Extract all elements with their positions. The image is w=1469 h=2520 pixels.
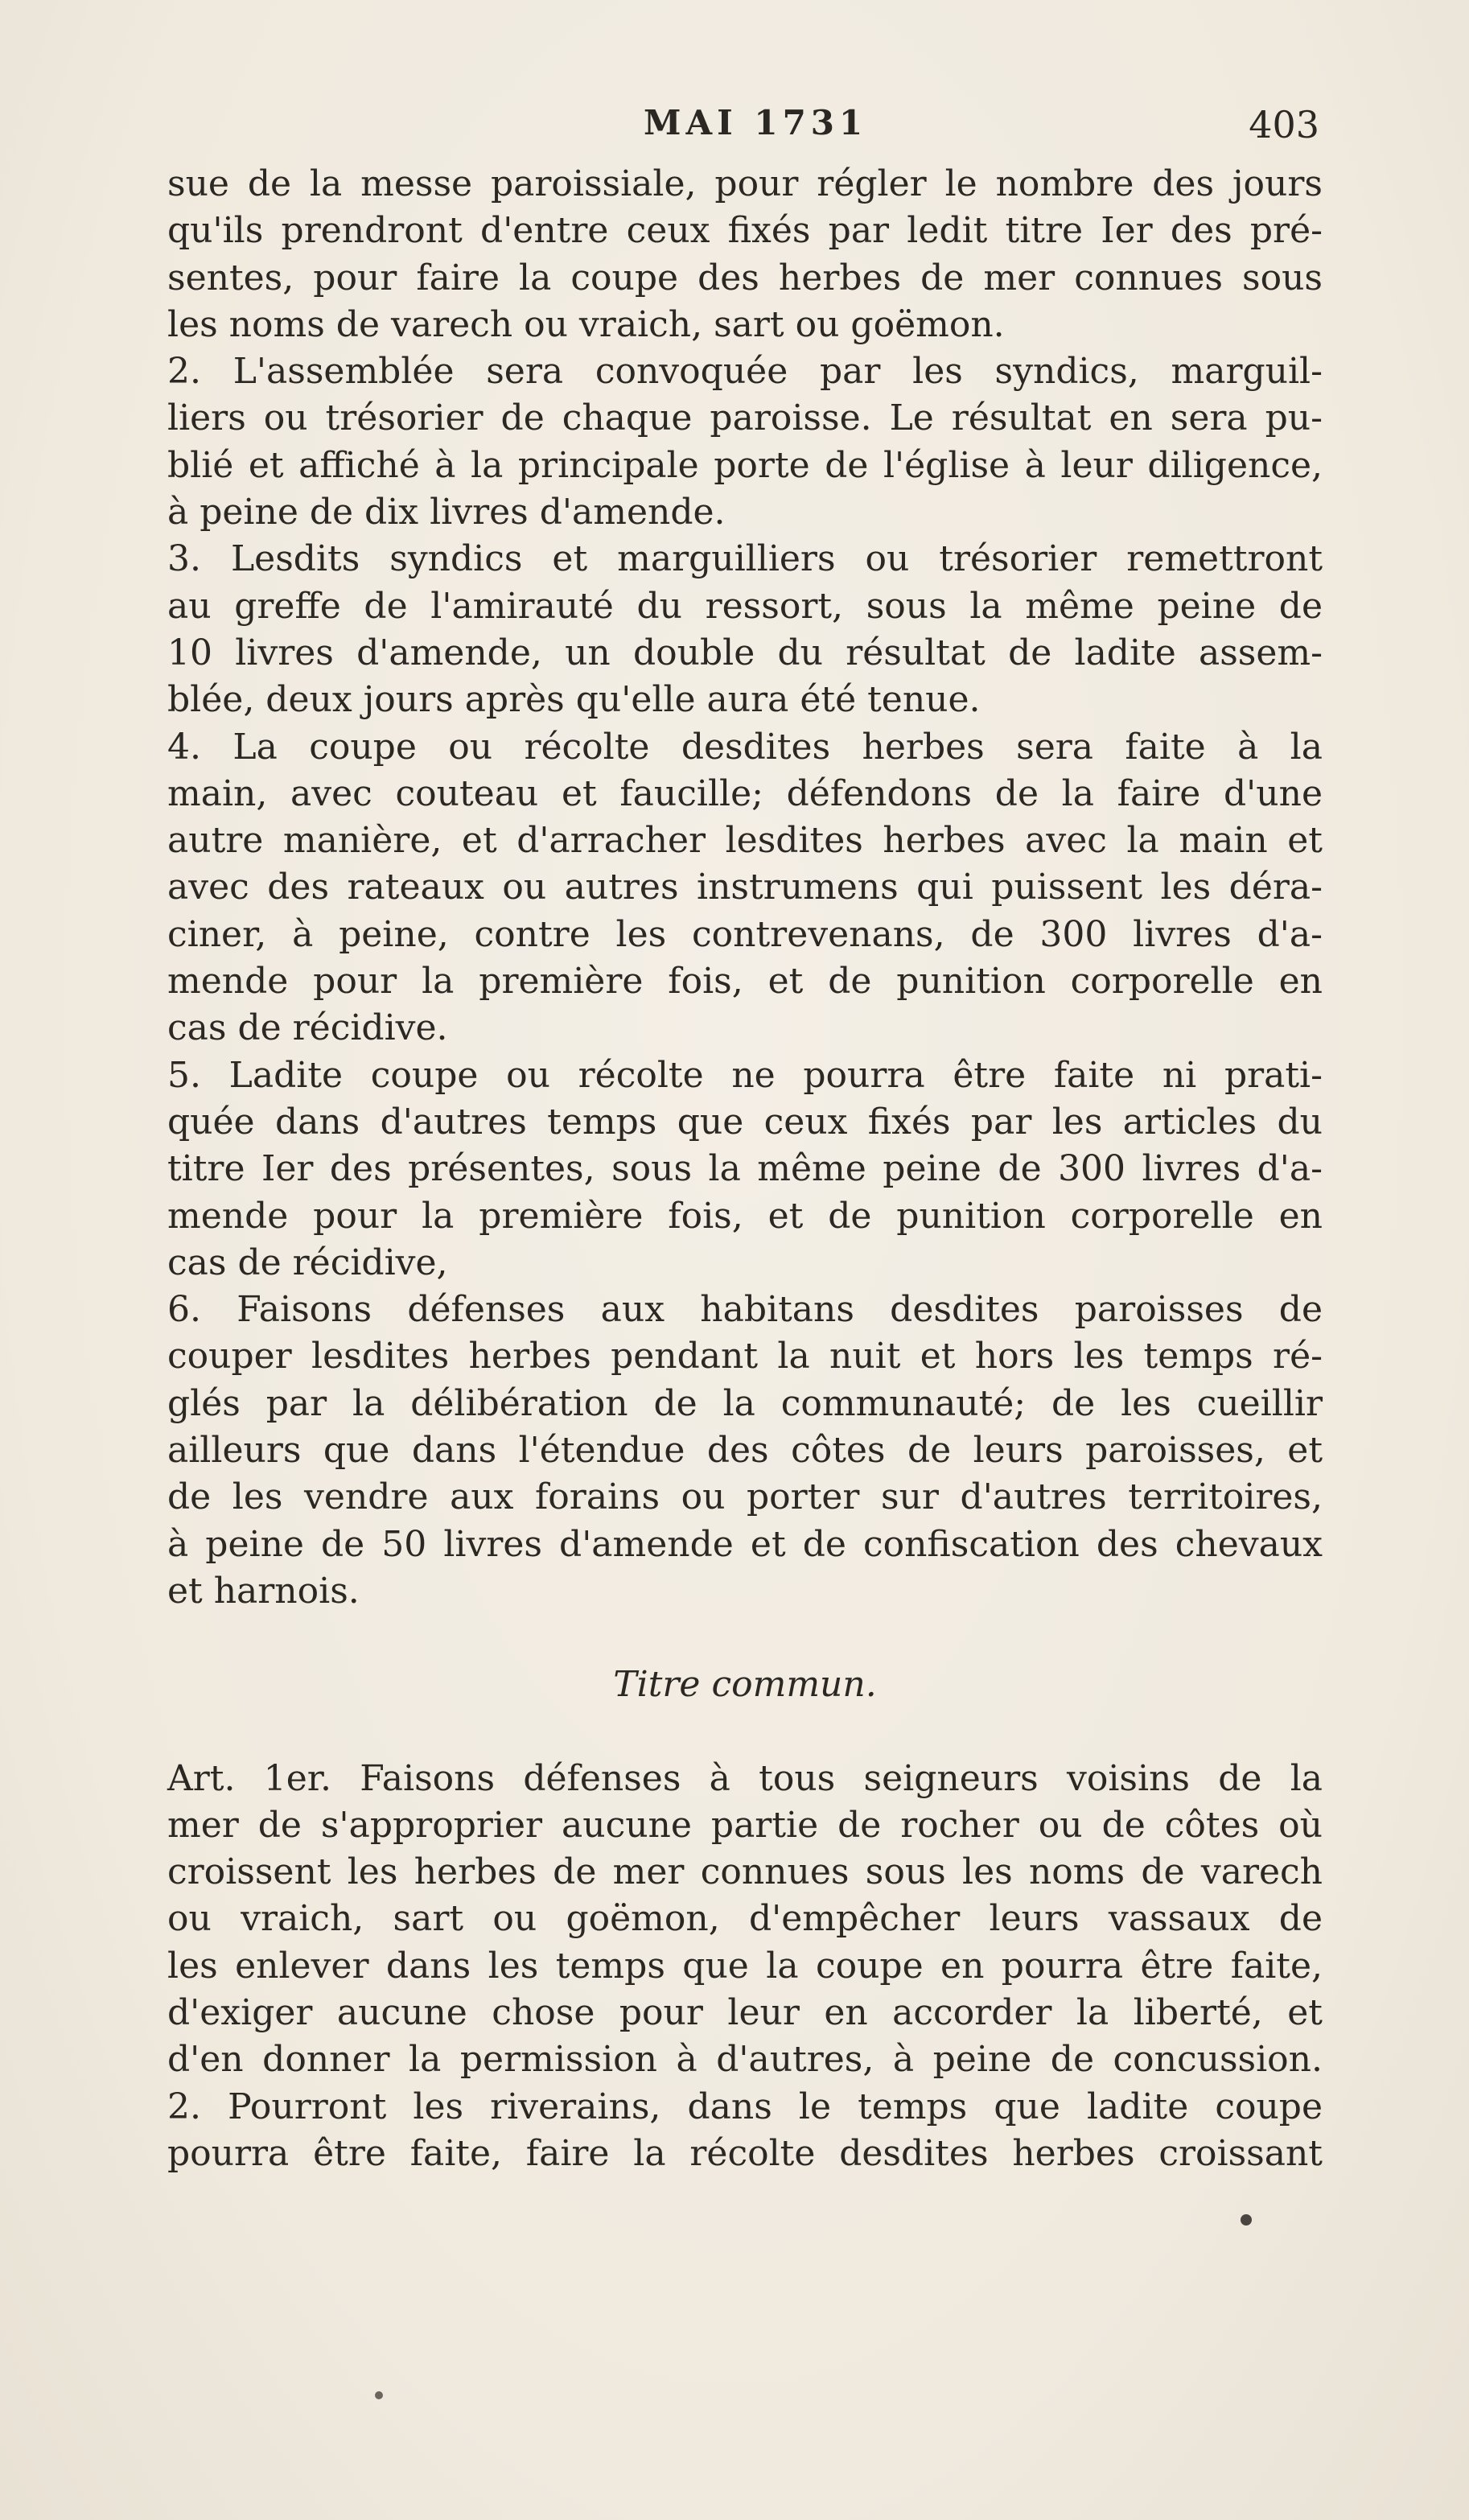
text-line: couper lesdites herbes pendant la nuit et hors les temps ré- xyxy=(167,1336,1323,1377)
text-line: cas de récidive. xyxy=(167,1007,448,1049)
text-line: 5. Ladite coupe ou récolte ne pourra être faite ni prati- xyxy=(167,1054,1323,1096)
page-header xyxy=(169,103,1319,151)
text-line: pourra être faite, faire la récolte desdites herbes croissant xyxy=(167,2132,1323,2174)
text-line: mende pour la première fois, et de punition corporelle en xyxy=(167,1195,1323,1237)
text-line: autre manière, et d'arracher lesdites herbes avec la main et xyxy=(167,820,1323,862)
text-line: titre Ier des présentes, sous la même peine de 300 livres d'a- xyxy=(167,1148,1323,1190)
text-line: 4. La coupe ou récolte desdites herbes sera faite à la xyxy=(167,726,1323,768)
text-line: main, avec couteau et faucille; défendons de la faire d'une xyxy=(167,772,1323,814)
text-line: au greffe de l'amirauté du ressort, sous la même peine de xyxy=(167,585,1323,627)
text-line: d'en donner la permission à d'autres, à peine de concussion. xyxy=(167,2039,1323,2081)
text-line: ciner, à peine, contre les contrevenans, de 300 livres d'a- xyxy=(167,913,1323,955)
text-line: sentes, pour faire la coupe des herbes de mer connues sous xyxy=(167,257,1323,299)
text-line: mer de s'approprier aucune partie de rocher ou de côtes où xyxy=(167,1804,1323,1846)
text-line: qu'ils prendront d'entre ceux fixés par ledit titre Ier des pré- xyxy=(167,210,1323,252)
text-line: 6. Faisons défenses aux habitans desdites paroisses de xyxy=(167,1289,1323,1331)
text-line: 2. L'assemblée sera convoquée par les syndics, marguil- xyxy=(167,351,1323,393)
text-line: les enlever dans les temps que la coupe en pourra être faite, xyxy=(167,1945,1323,1987)
text-line: à peine de dix livres d'amende. xyxy=(167,492,726,533)
text-line: quée dans d'autres temps que ceux fixés par les articles du xyxy=(167,1101,1323,1143)
text-line: cas de récidive, xyxy=(167,1241,448,1283)
paper-speck xyxy=(375,2391,383,2399)
body-text xyxy=(167,161,1323,2177)
text-line: blié et affiché à la principale porte de l'église à leur diligence, xyxy=(167,444,1323,486)
text-line: glés par la délibération de la communauté; de les cueillir xyxy=(167,1382,1323,1424)
text-line: ou vraich, sart ou goëmon, d'empêcher leurs vassaux de xyxy=(167,1898,1323,1940)
text-line: mende pour la première fois, et de punition corporelle en xyxy=(167,961,1323,1003)
page-number: 403 xyxy=(1249,103,1319,146)
text-line: les noms de varech ou vraich, sart ou goëmon. xyxy=(167,303,1005,345)
text-line: à peine de 50 livres d'amende et de confiscation des chevaux xyxy=(167,1523,1323,1565)
text-line: et harnois. xyxy=(167,1570,360,1612)
spacer xyxy=(167,1709,1323,1756)
text-line: sue de la messe paroissiale, pour régler le nombre des jours xyxy=(167,163,1323,204)
running-head: MAI 1731 xyxy=(644,103,868,142)
printer-mark-dot xyxy=(1241,2214,1252,2226)
text-line: 2. Pourront les riverains, dans le temps que ladite coupe xyxy=(167,2086,1323,2127)
text-line: ailleurs que dans l'étendue des côtes de leurs paroisses, et xyxy=(167,1430,1323,1472)
spacer xyxy=(167,1615,1323,1661)
text-line: d'exiger aucune chose pour leur en accorder la liberté, et xyxy=(167,1991,1323,2033)
text-line: avec des rateaux ou autres instrumens qui puissent les déra- xyxy=(167,867,1323,908)
text-line: Art. 1er. Faisons défenses à tous seigneurs voisins de la xyxy=(167,1757,1323,1799)
text-line: liers ou trésorier de chaque paroisse. Le résultat en sera pu- xyxy=(167,397,1323,439)
text-line: 3. Lesdits syndics et marguilliers ou trésorier remettront xyxy=(167,538,1323,580)
section-title: Titre commun. xyxy=(613,1664,877,1706)
text-line: croissent les herbes de mer connues sous les noms de varech xyxy=(167,1851,1323,1893)
text-line: blée, deux jours après qu'elle aura été tenue. xyxy=(167,679,981,721)
text-line: de les vendre aux forains ou porter sur d'autres territoires, xyxy=(167,1476,1323,1518)
text-line: 10 livres d'amende, un double du résultat de ladite assem- xyxy=(167,632,1323,673)
